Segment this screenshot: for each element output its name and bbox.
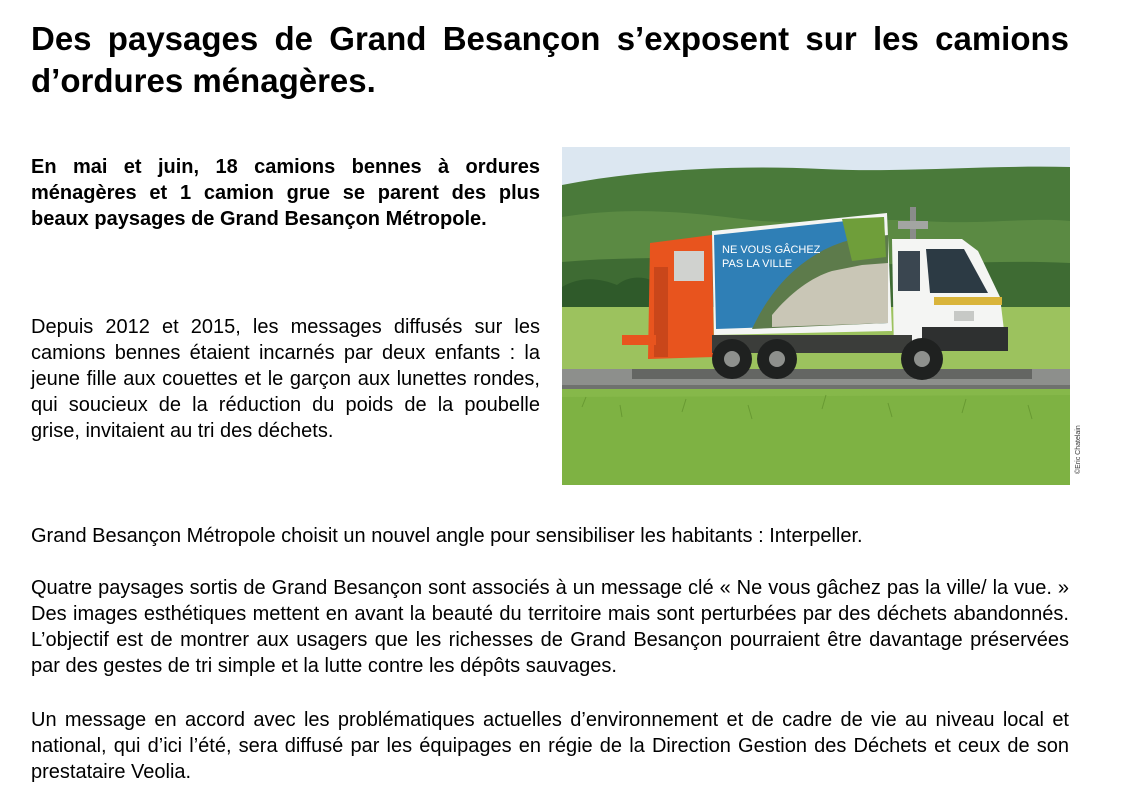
article-title: Des paysages de Grand Besançon s’exposent sur les camions d’ordures ménagères. <box>31 20 1069 99</box>
paragraph-message: Un message en accord avec les problématiques actuelles d’environnement et de cadre de vie au niveau local et national, qui d’ici l’été, sera diffusé par les équipages en régie de la Direction Gestion des Déchets et ceux de son prestataire Veolia. <box>31 709 1069 783</box>
paragraph-new-angle: Grand Besançon Métropole choisit un nouvel angle pour sensibiliser les habitants : Interpeller. <box>31 525 863 547</box>
paragraph-history: Depuis 2012 et 2015, les messages diffusés sur les camions bennes étaient incarnés par deux enfants : la jeune fille aux couettes et le garçon aux lunettes rondes, qui soucieux de la réduction du poids de la poubelle grise, invitaient au tri des déchets. <box>31 316 540 442</box>
truck-slogan-line2: PAS LA VILLE <box>722 258 793 270</box>
paragraph-landscapes: Quatre paysages sortis de Grand Besançon sont associés à un message clé « Ne vous gâchez pas la ville/ la vue. » Des images esthétiques mettent en avant la beauté du territoire mais sont perturbées par des déchets abandonnés. L’objectif est de montrer aux usagers que les richesses de Grand Besançon pourraient être davantage préservées par des gestes de tri simple et la lutte contre les dépôts sauvages. <box>31 577 1069 677</box>
article-lead: En mai et juin, 18 camions bennes à ordures ménagères et 1 camion grue se parent des plus beaux paysages de Grand Besançon Métropole. <box>31 156 540 230</box>
photo-credit <box>1074 412 1084 482</box>
photo-credit-text: ©Eric Chatelain <box>1075 425 1082 474</box>
truck-slogan-line1: NE VOUS GÂCHEZ <box>722 244 821 256</box>
garbage-truck-photo <box>562 147 1070 485</box>
